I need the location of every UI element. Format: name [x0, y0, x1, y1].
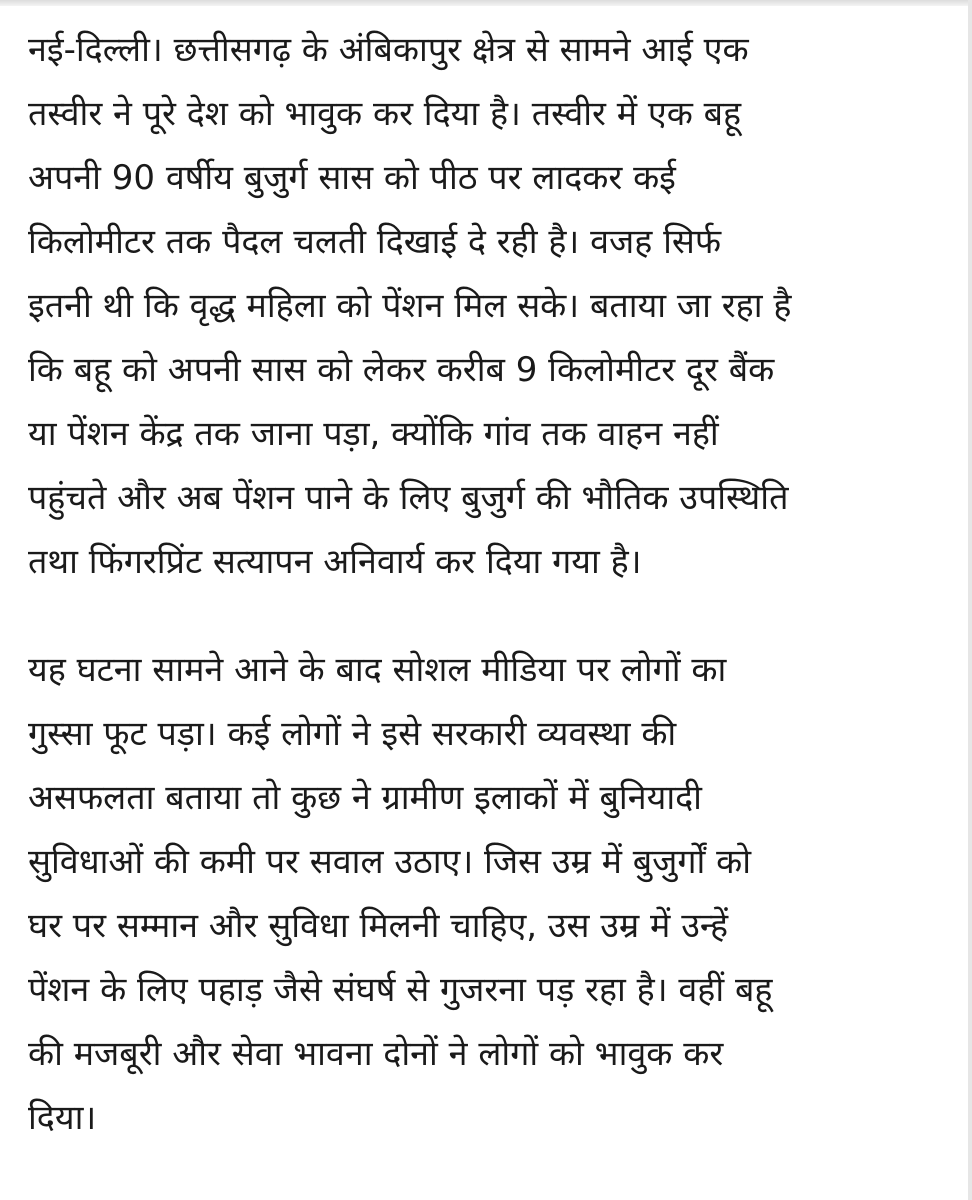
text-line: घर पर सम्मान और सुविधा मिलनी चाहिए, उस उम्र में उन्हें — [28, 906, 729, 946]
paragraph-1 — [28, 18, 948, 594]
text-line: तस्वीर ने पूरे देश को भावुक कर दिया है। तस्वीर में एक बहू — [28, 94, 742, 134]
text-line: अपनी 90 वर्षीय बुजुर्ग सास को पीठ पर लादकर कई — [28, 158, 676, 198]
right-edge-strip — [968, 0, 972, 1200]
text-line: पेंशन के लिए पहाड़ जैसे संघर्ष से गुजरना पड़ रहा है। वहीं बहू — [28, 970, 773, 1010]
paragraph-2 — [28, 638, 948, 1150]
text-line: असफलता बताया तो कुछ ने ग्रामीण इलाकों में बुनियादी — [28, 778, 702, 818]
text-line: कि बहू को अपनी सास को लेकर करीब 9 किलोमीटर दूर बैंक — [28, 350, 775, 390]
text-line: सुविधाओं की कमी पर सवाल उठाए। जिस उम्र में बुजुर्गों को — [28, 842, 752, 882]
top-edge-strip — [0, 0, 972, 6]
text-line: दिया। — [28, 1098, 97, 1138]
text-line: किलोमीटर तक पैदल चलती दिखाई दे रही है। वजह सिर्फ — [28, 222, 722, 262]
text-line: या पेंशन केंद्र तक जाना पड़ा, क्योंकि गांव तक वाहन नहीं — [28, 414, 719, 454]
text-line: की मजबूरी और सेवा भावना दोनों ने लोगों को भावुक कर — [28, 1034, 724, 1074]
text-line: नई-दिल्ली। छत्तीसगढ़ के अंबिकापुर क्षेत्र से सामने आई एक — [28, 30, 749, 70]
text-line: तथा फिंगरप्रिंट सत्यापन अनिवार्य कर दिया गया है। — [28, 542, 642, 582]
article-body — [28, 18, 948, 1150]
text-line: यह घटना सामने आने के बाद सोशल मीडिया पर लोगों का — [28, 650, 727, 690]
text-line: पहुंचते और अब पेंशन पाने के लिए बुजुर्ग की भौतिक उपस्थिति — [28, 478, 789, 518]
text-line: इतनी थी कि वृद्ध महिला को पेंशन मिल सके। बताया जा रहा है — [28, 286, 792, 326]
text-line: गुस्सा फूट पड़ा। कई लोगों ने इसे सरकारी व्यवस्था की — [28, 714, 677, 754]
